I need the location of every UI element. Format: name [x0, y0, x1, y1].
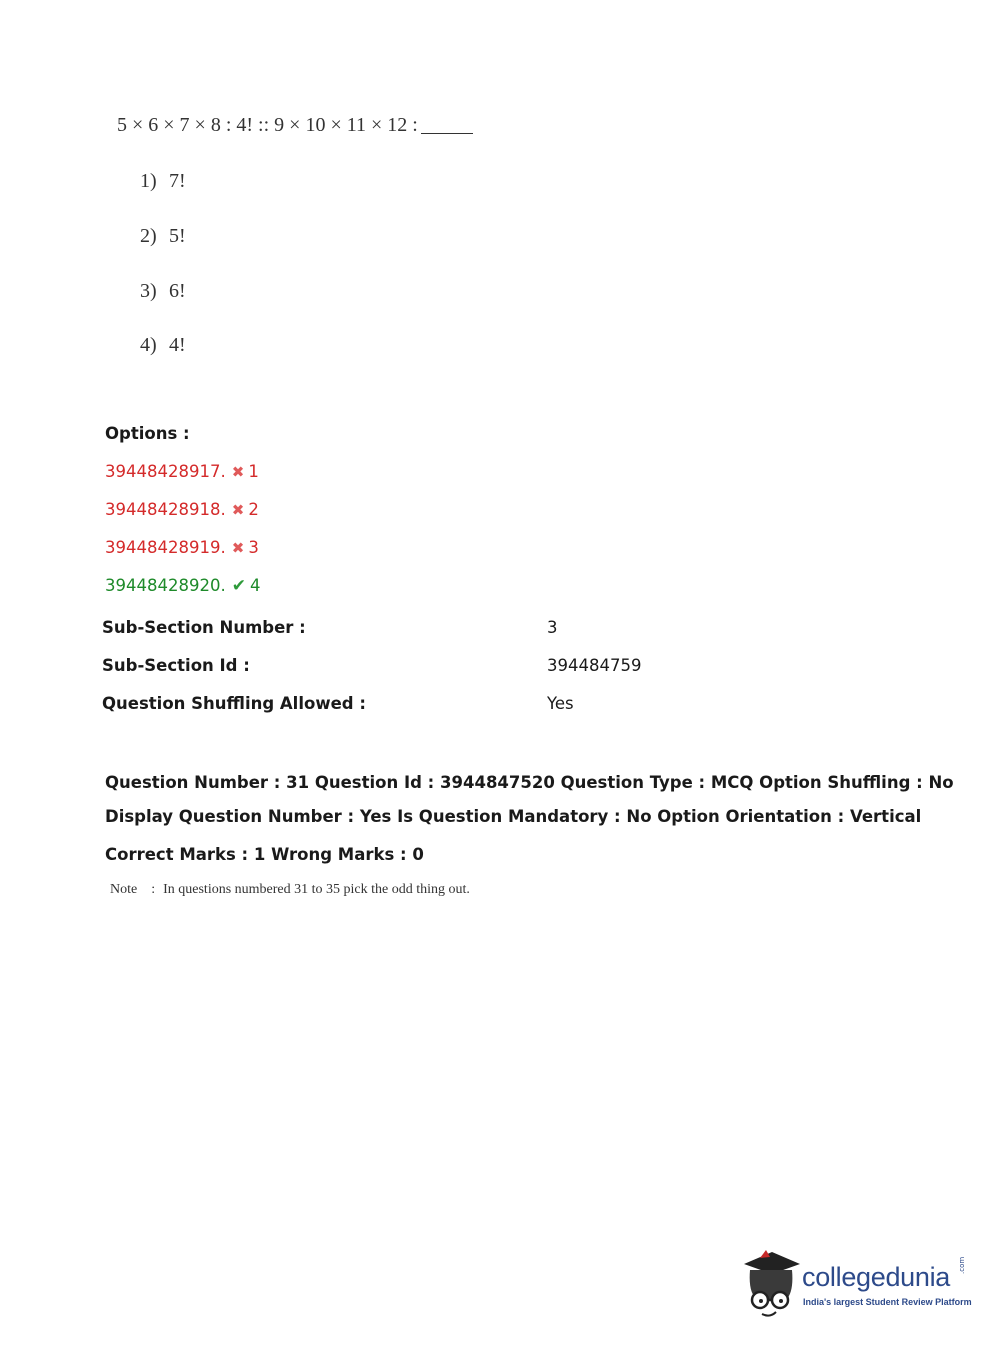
- note-text: In questions numbered 31 to 35 pick the odd thing out.: [163, 882, 470, 897]
- subsection-number-label: Sub-Section Number :: [102, 618, 306, 637]
- question-shuffling-value: Yes: [547, 694, 574, 713]
- option-id: 39448428917.: [105, 462, 226, 481]
- subsection-id-label: Sub-Section Id :: [102, 656, 250, 675]
- option-id: 39448428918.: [105, 500, 226, 519]
- choice-text: 4!: [169, 334, 186, 356]
- question-info-line-1: Question Number : 31 Question Id : 3944847520 Question Type : MCQ Option Shuffling : No: [105, 773, 954, 792]
- answer-blank: [421, 133, 473, 134]
- check-icon: ✔: [231, 576, 246, 596]
- choice-number: 4): [140, 334, 157, 356]
- question-choice-4: [140, 334, 186, 357]
- choice-number: 3): [140, 280, 157, 302]
- question-stem: [117, 114, 473, 137]
- question-choice-2: [140, 225, 186, 248]
- option-id: 39448428919.: [105, 538, 226, 557]
- choice-text: 7!: [169, 170, 186, 192]
- option-value: 2: [248, 500, 259, 519]
- option-id: 39448428920.: [105, 576, 226, 595]
- choice-number: 1): [140, 170, 157, 192]
- question-info-line-3: Correct Marks : 1 Wrong Marks : 0: [105, 845, 424, 864]
- logo-name: collegedunia: [802, 1262, 951, 1292]
- note: [110, 882, 470, 898]
- mascot-icon: [740, 1248, 802, 1318]
- question-choice-1: [140, 170, 186, 193]
- cross-icon: ✖: [231, 463, 245, 481]
- option-row: [105, 538, 259, 557]
- choice-text: 6!: [169, 280, 186, 302]
- logo-suffix: .com: [958, 1256, 966, 1274]
- option-value: 1: [248, 462, 259, 481]
- choice-number: 2): [140, 225, 157, 247]
- question-info-line-2: Display Question Number : Yes Is Question Mandatory : No Option Orientation : Vertical: [105, 807, 922, 826]
- question-shuffling-label: Question Shuffling Allowed :: [102, 694, 366, 713]
- collegedunia-logo: [740, 1248, 975, 1318]
- cross-icon: ✖: [231, 539, 245, 557]
- option-value: 3: [248, 538, 259, 557]
- option-value: 4: [249, 576, 261, 595]
- note-label: Note: [110, 882, 138, 897]
- note-separator: :: [151, 882, 156, 897]
- logo-tagline: India's largest Student Review Platform: [803, 1297, 972, 1307]
- options-heading: Options :: [105, 424, 190, 443]
- option-row-correct: [105, 576, 260, 596]
- question-stem-text: 5 × 6 × 7 × 8 : 4! :: 9 × 10 × 11 × 12 :: [117, 114, 418, 136]
- cross-icon: ✖: [231, 501, 245, 519]
- question-choice-3: [140, 280, 186, 303]
- subsection-id-value: 394484759: [547, 656, 642, 675]
- choice-text: 5!: [169, 225, 186, 247]
- option-row: [105, 500, 259, 519]
- subsection-number-value: 3: [547, 618, 558, 637]
- option-row: [105, 462, 259, 481]
